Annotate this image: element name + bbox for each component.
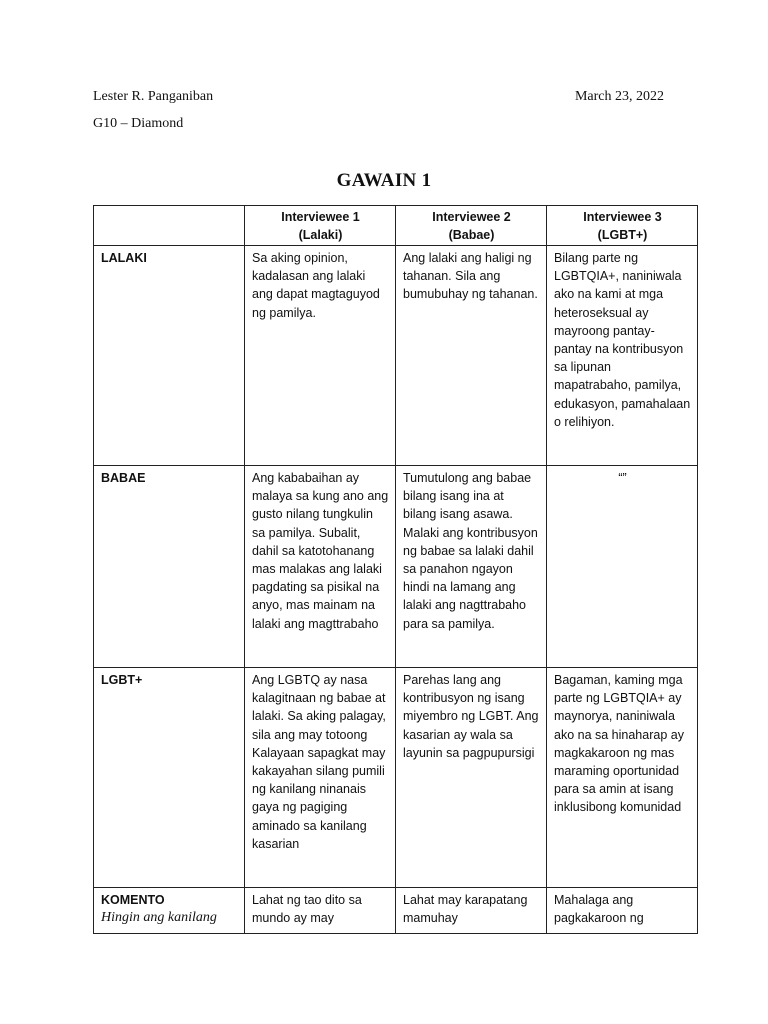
responses-table: [93, 205, 698, 934]
row-label-text: BABAE: [101, 471, 146, 485]
table-row: [94, 246, 698, 466]
page-title: GAWAIN 1: [336, 170, 432, 191]
table-header-cell-empty: [94, 206, 245, 246]
row-label-text: KOMENTO: [101, 893, 165, 907]
table-row: [94, 668, 698, 888]
table-row: [94, 888, 698, 934]
row-label: [94, 668, 245, 888]
row-label: [94, 888, 245, 934]
table-cell: Ang lalaki ang haligi ng tahanan. Sila ang bumubuhay ng tahanan.: [396, 246, 547, 466]
table-cell: “”: [547, 466, 698, 668]
row-label-text: LGBT+: [101, 673, 143, 687]
table-header-interviewee-3: Interviewee 3 (LGBT+): [547, 206, 698, 246]
table-cell: Tumutulong ang babae bilang isang ina at bilang isang asawa. Malaki ang kontribusyon ng babae sa lalaki dahil sa panahon ngayon hindi na lamang ang lalaki ang nagttrabaho para sa pamilya.: [396, 466, 547, 668]
table-cell: Parehas lang ang kontribusyon ng isang miyembro ng LGBT. Ang kasarian ay wala sa layunin sa pagpupursigi: [396, 668, 547, 888]
author-name: Lester R. Panganiban: [93, 89, 214, 104]
table-cell: Mahalaga ang pagkakaroon ng: [547, 888, 698, 934]
row-sublabel-text: Hingin ang kanilang: [101, 910, 217, 926]
row-label: [94, 246, 245, 466]
table-header-interviewee-2: Interviewee 2 (Babae): [396, 206, 547, 246]
table-cell: Ang LGBTQ ay nasa kalagitnaan ng babae at lalaki. Sa aking palagay, sila ang may totoong Kalayaan sapagkat may kakayahan silang pumili ng kanilang ninanais gaya ng pagiging aminado sa kanilang kasarian: [245, 668, 396, 888]
table-header-interviewee-1: Interviewee 1 (Lalaki): [245, 206, 396, 246]
row-label-text: LALAKI: [101, 251, 147, 265]
row-label: [94, 466, 245, 668]
table-cell: Lahat may karapatang mamuhay: [396, 888, 547, 934]
document-date: March 23, 2022: [574, 89, 664, 104]
table-cell: Bagaman, kaming mga parte ng LGBTQIA+ ay maynorya, naniniwala ako na sa hinaharap ay magkakaroon ng mas maraming oportunidad para sa amin at isang inklusibong komunidad: [547, 668, 698, 888]
table-cell: Sa aking opinion, kadalasan ang lalaki ang dapat magtaguyod ng pamilya.: [245, 246, 396, 466]
table-cell: Bilang parte ng LGBTQIA+, naniniwala ako na kami at mga heteroseksual ay mayroong pantay-pantay na kontribusyon sa lipunan mapatrabaho, pamilya, edukasyon, pamahalaan o relihiyon.: [547, 246, 698, 466]
table-header-row: [94, 206, 698, 246]
class-section: G10 – Diamond: [93, 116, 184, 131]
table-row: [94, 466, 698, 668]
table-cell: Ang kababaihan ay malaya sa kung ano ang gusto nilang tungkulin sa pamilya. Subalit, dahil sa katotohanang mas malakas ang lalaki pagdating sa pisikal na anyo, mas mainam na lalaki ang magttrabaho: [245, 466, 396, 668]
table-cell: Lahat ng tao dito sa mundo ay may: [245, 888, 396, 934]
